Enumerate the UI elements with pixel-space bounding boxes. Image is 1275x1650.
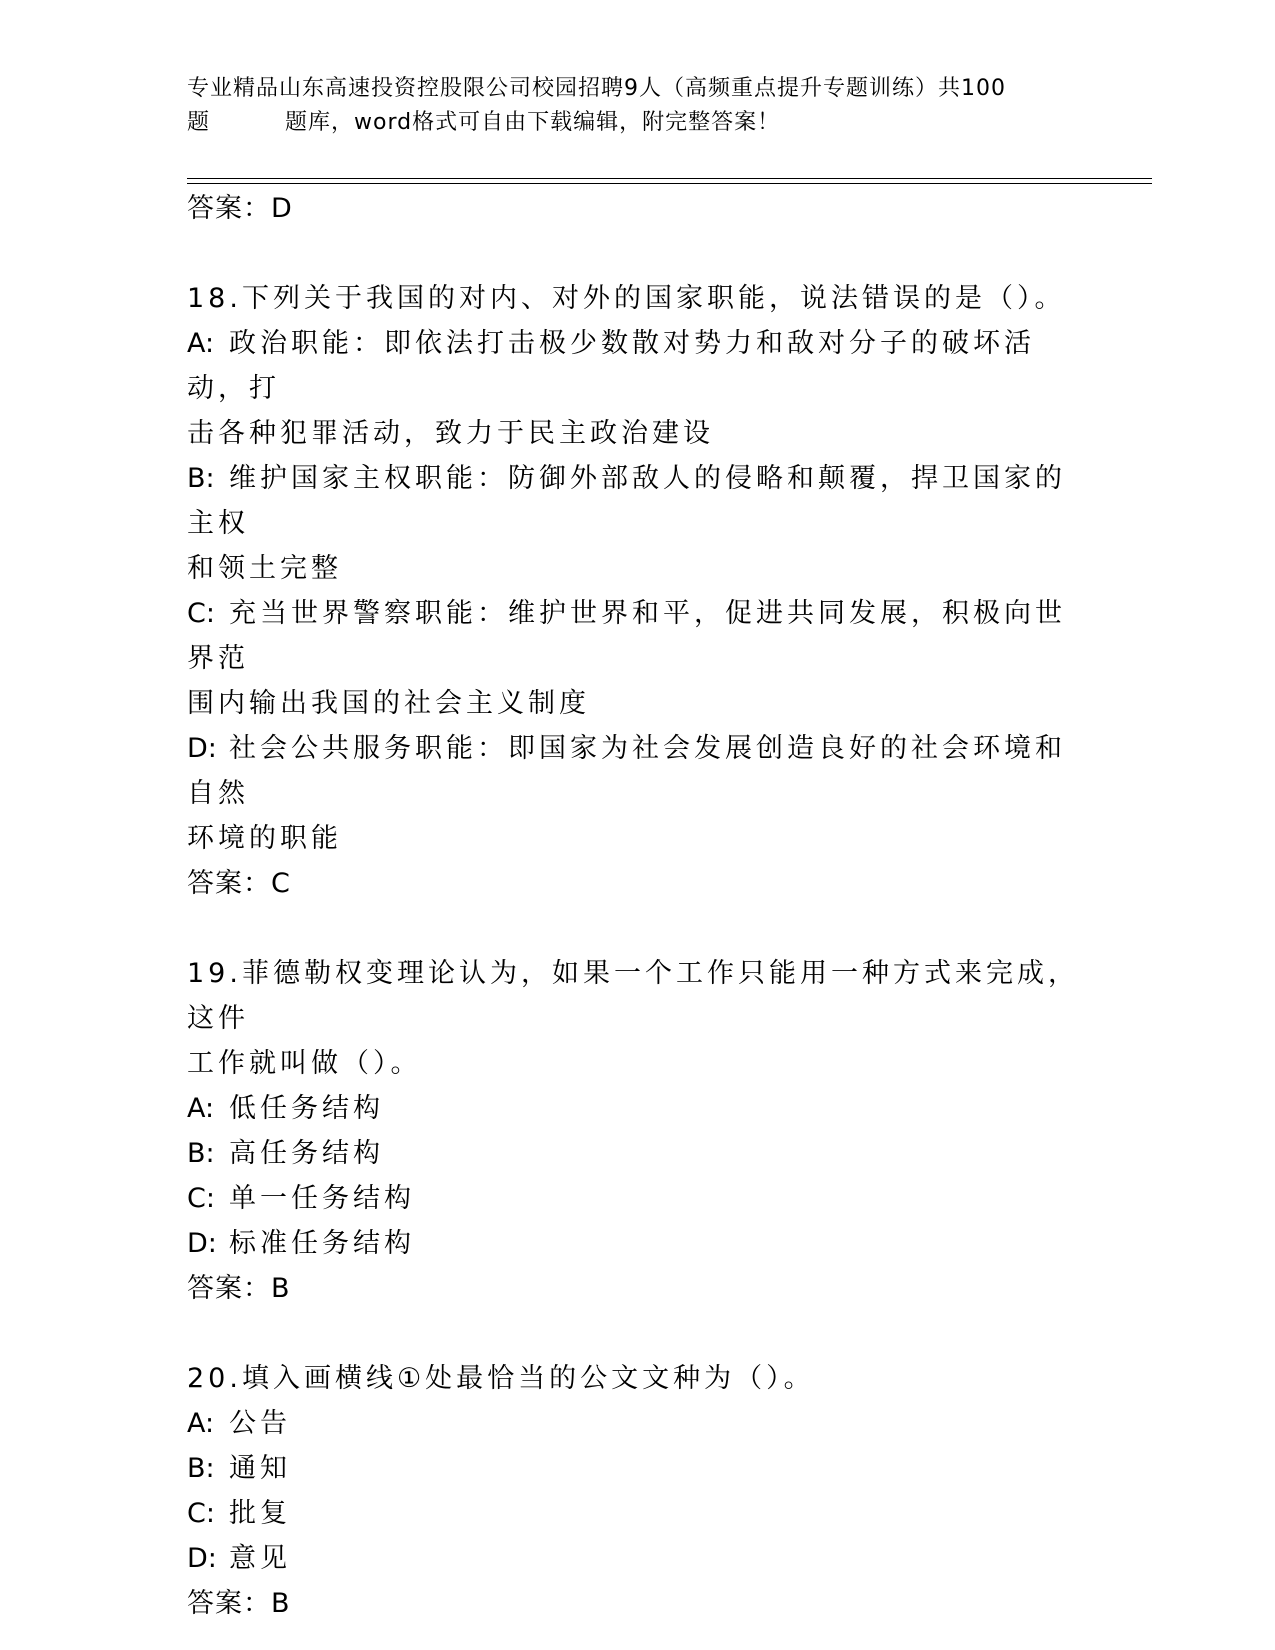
option-line	[187, 681, 1087, 726]
option-letter: D:	[187, 1228, 217, 1259]
answer-line: 答案：B	[187, 1273, 291, 1304]
header-rule-bottom	[187, 183, 1152, 184]
option-letter: B:	[187, 1453, 215, 1484]
option-text: 标准任务结构	[229, 1228, 415, 1259]
header-line-2-rest: 题库，word格式可自由下载编辑，附完整答案！	[285, 110, 781, 135]
option-letter: D:	[187, 733, 217, 764]
previous-answer: 答案：D	[187, 193, 293, 224]
option-line	[187, 816, 1087, 861]
option-text: 围内输出我国的社会主义制度	[187, 688, 590, 719]
option-letter: C:	[187, 1183, 215, 1214]
header-line-1: 专业精品山东高速投资控股限公司校园招聘9人（高频重点提升专题训练）共100	[187, 76, 1006, 101]
document-header	[187, 72, 1087, 140]
option-text: 意见	[229, 1543, 291, 1574]
header-line-2-first: 题	[187, 110, 211, 135]
option-letter: A:	[187, 1093, 215, 1124]
option-text: 低任务结构	[229, 1093, 384, 1124]
option-letter: B:	[187, 463, 215, 494]
option-letter: C:	[187, 1498, 215, 1529]
option-text: 环境的职能	[187, 823, 342, 854]
question-block	[187, 951, 1087, 1311]
question-stem: 18.下列关于我国的对内、对外的国家职能，说法错误的是（）。	[187, 283, 1066, 314]
question-list	[187, 276, 1087, 1626]
option-text: 公告	[229, 1408, 291, 1439]
option-line	[187, 1221, 1087, 1266]
option-line	[187, 1491, 1087, 1536]
question-stem: 19.菲德勒权变理论认为，如果一个工作只能用一种方式来完成，这件	[187, 958, 1079, 1034]
header-line-2	[187, 106, 1087, 140]
option-text: 和领土完整	[187, 553, 342, 584]
option-line	[187, 411, 1087, 456]
option-text: 通知	[229, 1453, 291, 1484]
option-text: 政治职能：即依法打击极少数散对势力和敌对分子的破坏活动，打	[187, 328, 1035, 404]
option-line	[187, 1086, 1087, 1131]
option-text: 社会公共服务职能：即国家为社会发展创造良好的社会环境和自然	[187, 733, 1066, 809]
option-letter: D:	[187, 1543, 217, 1574]
option-letter: A:	[187, 1408, 215, 1439]
option-text: 充当世界警察职能：维护世界和平，促进共同发展，积极向世界范	[187, 598, 1066, 674]
option-line	[187, 1176, 1087, 1221]
option-text: 高任务结构	[229, 1138, 384, 1169]
option-line	[187, 1401, 1087, 1446]
question-stem: 20.填入画横线①处最恰当的公文文种为（）。	[187, 1363, 815, 1394]
option-line	[187, 1446, 1087, 1491]
option-letter: C:	[187, 598, 215, 629]
option-text: 维护国家主权职能：防御外部敌人的侵略和颠覆，捍卫国家的主权	[187, 463, 1066, 539]
option-letter: A:	[187, 328, 215, 359]
question-stem: 工作就叫做（）。	[187, 1048, 422, 1079]
option-line	[187, 1536, 1087, 1581]
option-line	[187, 591, 1087, 681]
option-line	[187, 456, 1087, 546]
option-text: 击各种犯罪活动，致力于民主政治建设	[187, 418, 714, 449]
answer-line: 答案：B	[187, 1588, 291, 1619]
option-text: 单一任务结构	[229, 1183, 415, 1214]
option-line	[187, 546, 1087, 591]
question-block	[187, 1356, 1087, 1626]
option-letter: B:	[187, 1138, 215, 1169]
option-line	[187, 1131, 1087, 1176]
option-text: 批复	[229, 1498, 291, 1529]
option-line	[187, 321, 1087, 411]
header-rule-top	[187, 178, 1152, 179]
option-line	[187, 726, 1087, 816]
document-body	[187, 186, 1087, 1626]
question-block	[187, 276, 1087, 906]
answer-line: 答案：C	[187, 868, 291, 899]
